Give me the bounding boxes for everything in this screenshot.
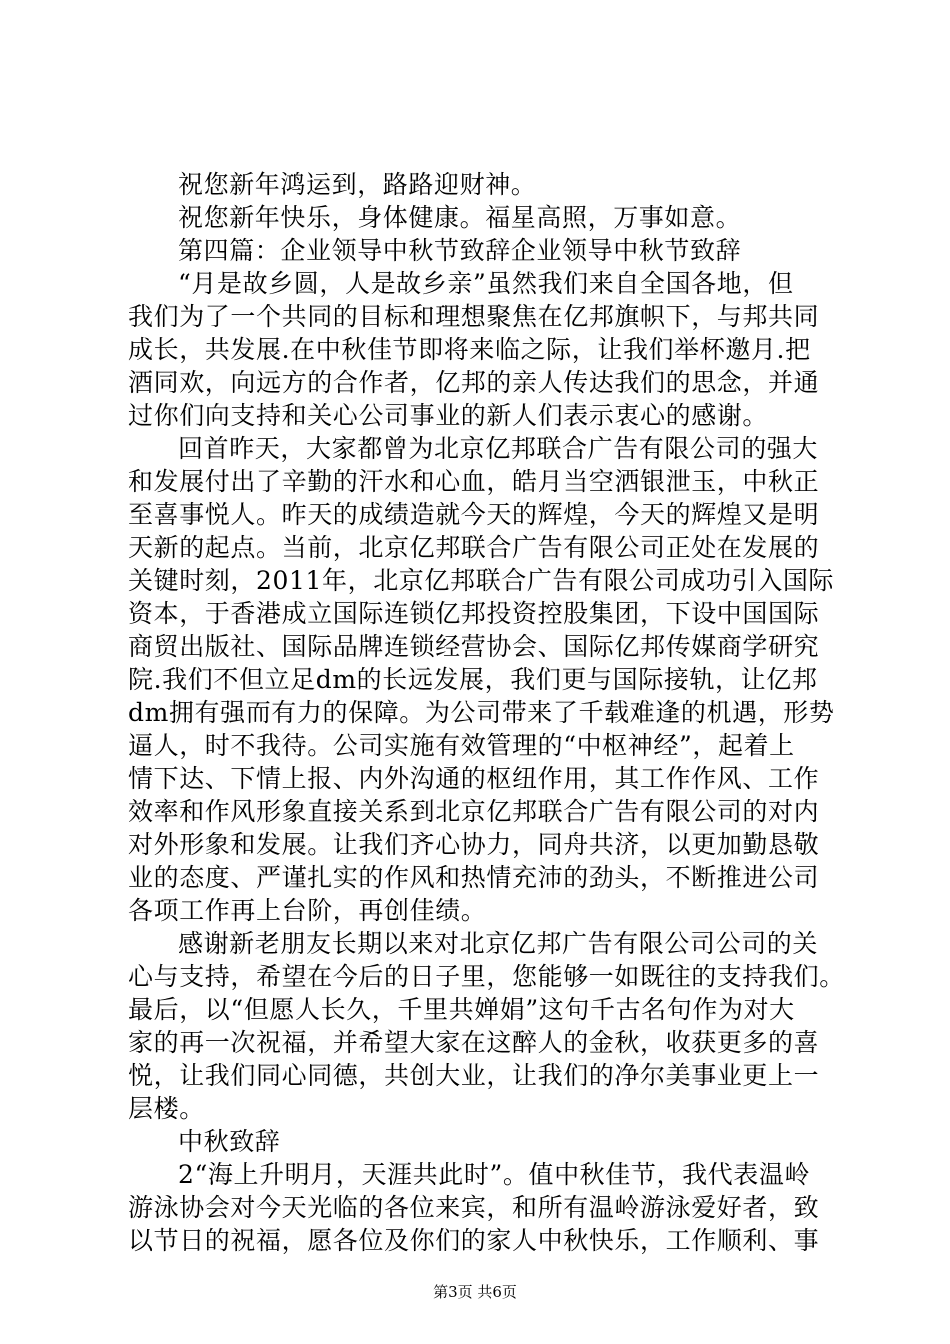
text-line: 逼人，时不我待。公司实施有效管理的“中枢神经”，起着上 bbox=[128, 731, 795, 760]
text-line: 效率和作风形象直接关系到北京亿邦联合广告有限公司的对内 bbox=[128, 797, 820, 826]
text-line: 家的再一次祝福，并希望大家在这醉人的金秋，收获更多的喜 bbox=[128, 1028, 820, 1057]
text-line: 心与支持，希望在今后的日子里，您能够一如既往的支持我们。 bbox=[128, 962, 845, 991]
text-line: 业的态度、严谨扎实的作风和热情充沛的劲头，不断推进公司 bbox=[128, 863, 820, 892]
text-line: 最后，以“但愿人长久，千里共婵娟”这句千古名句作为对大 bbox=[128, 995, 795, 1024]
text-line: 层楼。 bbox=[128, 1094, 205, 1123]
text-line: 中秋致辞 bbox=[178, 1127, 281, 1156]
text-line: 祝您新年鸿运到，路路迎财神。 bbox=[178, 170, 537, 199]
text-line: 悦，让我们同心同德，共创大业，让我们的净尔美事业更上一 bbox=[128, 1061, 820, 1090]
text-line: 商贸出版社、国际品牌连锁经营协会、国际亿邦传媒商学研究 bbox=[128, 632, 820, 661]
text-line: 成长，共发展.在中秋佳节即将来临之际，让我们举杯邀月.把 bbox=[128, 335, 811, 364]
text-line: 对外形象和发展。让我们齐心协力，同舟共济，以更加勤恳敬 bbox=[128, 830, 820, 859]
text-line: 各项工作再上台阶，再创佳绩。 bbox=[128, 896, 487, 925]
text-line: 关键时刻，2011年，北京亿邦联合广告有限公司成功引入国际 bbox=[128, 566, 835, 595]
text-line: 祝您新年快乐，身体健康。福星高照，万事如意。 bbox=[178, 203, 742, 232]
text-line: 感谢新老朋友长期以来对北京亿邦广告有限公司公司的关 bbox=[178, 929, 819, 958]
text-line: 和发展付出了辛勤的汗水和心血，皓月当空洒银泄玉，中秋正 bbox=[128, 467, 820, 496]
text-line: 资本，于香港成立国际连锁亿邦投资控股集团，下设中国国际 bbox=[128, 599, 820, 628]
text-line: 情下达、下情上报、内外沟通的枢纽作用，其工作作风、工作 bbox=[128, 764, 820, 793]
text-line: “月是故乡圆，人是故乡亲”虽然我们来自全国各地，但 bbox=[178, 269, 794, 298]
text-line: 以节日的祝福，愿各位及你们的家人中秋快乐，工作顺利、事 bbox=[128, 1226, 820, 1255]
text-line: 院.我们不但立足dm的长远发展，我们更与国际接轨，让亿邦 bbox=[128, 665, 818, 694]
text-line: 第四篇：企业领导中秋节致辞企业领导中秋节致辞 bbox=[178, 236, 742, 265]
text-line: 2“海上升明月，天涯共此时”。值中秋佳节，我代表温岭 bbox=[178, 1160, 811, 1189]
text-line: dm拥有强而有力的保障。为公司带来了千载难逢的机遇，形势 bbox=[128, 698, 835, 727]
text-line: 天新的起点。当前，北京亿邦联合广告有限公司正处在发展的 bbox=[128, 533, 820, 562]
text-line: 过你们向支持和关心公司事业的新人们表示衷心的感谢。 bbox=[128, 401, 769, 430]
text-line: 回首昨天，大家都曾为北京亿邦联合广告有限公司的强大 bbox=[178, 434, 819, 463]
text-line: 游泳协会对今天光临的各位来宾，和所有温岭游泳爱好者，致 bbox=[128, 1193, 820, 1222]
document-body bbox=[128, 168, 845, 1257]
text-line: 酒同欢，向远方的合作者，亿邦的亲人传达我们的思念，并通 bbox=[128, 368, 820, 397]
text-line: 我们为了一个共同的目标和理想聚焦在亿邦旗帜下，与邦共同 bbox=[128, 302, 820, 331]
page-number-footer: 第3页 共6页 bbox=[433, 1283, 517, 1301]
text-line: 至喜事悦人。昨天的成绩造就今天的辉煌，今天的辉煌又是明 bbox=[128, 500, 820, 529]
